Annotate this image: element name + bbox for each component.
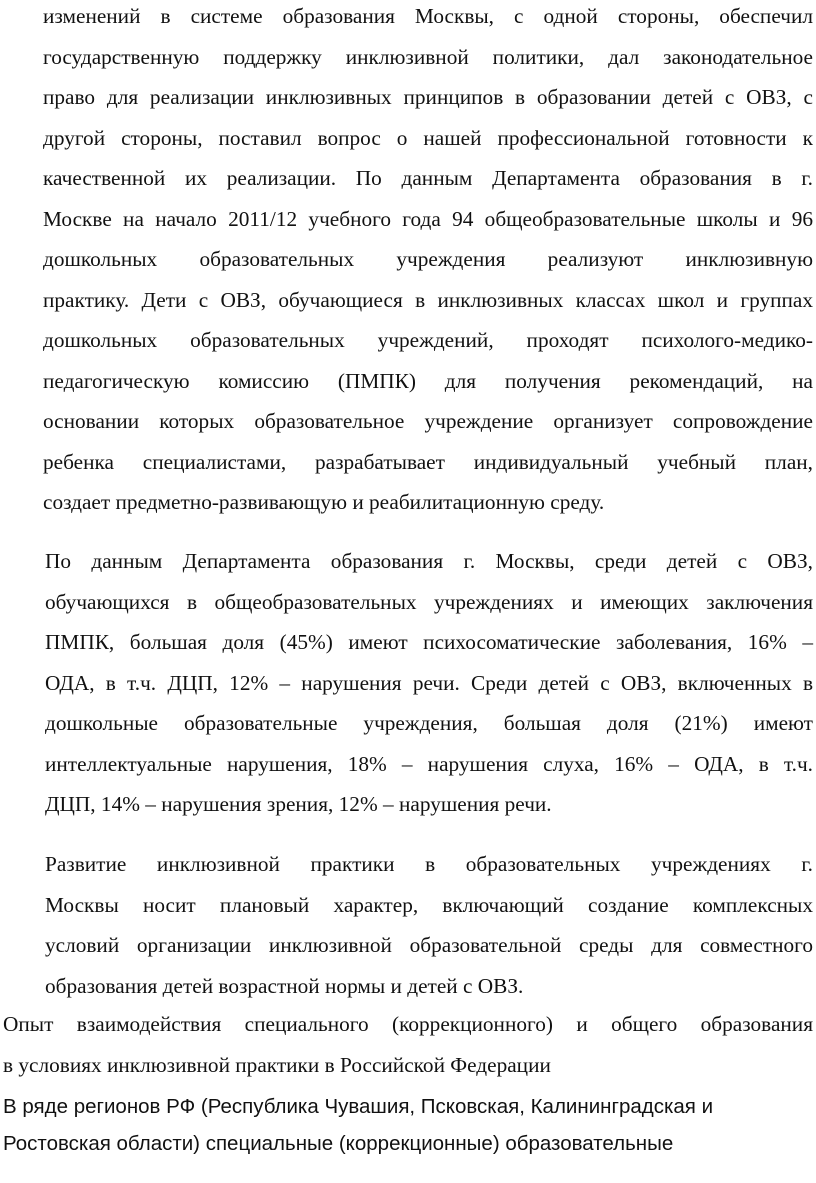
text-line: Развитие инклюзивной практики в образовательных учреждениях г. bbox=[45, 852, 813, 876]
paragraph-continuation bbox=[3, 0, 813, 523]
text-line: государственную поддержку инклюзивной политики, дал законодательное bbox=[43, 44, 813, 69]
text-line: изменений в системе образования Москвы, с одной стороны, обеспечил bbox=[43, 4, 813, 28]
text-line: Москве на начало 2011/12 учебного года 94 общеобразовательные школы и 96 bbox=[43, 206, 813, 231]
text-line: ПМПК, большая доля (45%) имеют психосоматические заболевания, 16% – bbox=[45, 630, 813, 654]
text-line: другой стороны, поставил вопрос о нашей профессиональной готовности к bbox=[43, 125, 813, 150]
text-line: дошкольных образовательных учреждения реализуют инклюзивную bbox=[43, 247, 813, 271]
text-line: Москвы носит плановый характер, включающий создание комплексных bbox=[45, 892, 813, 917]
text-line: качественной их реализации. По данным Департамента образования в г. bbox=[43, 166, 813, 190]
text-line: ДЦП, 14% – нарушения зрения, 12% – нарушения речи. bbox=[45, 792, 552, 816]
text-line: дошкольных образовательных учреждений, проходят психолого-медико- bbox=[43, 328, 813, 352]
text-line: дошкольные образовательные учреждения, большая доля (21%) имеют bbox=[45, 711, 813, 735]
text-line: интеллектуальные нарушения, 18% – нарушения слуха, 16% – ОДА, в т.ч. bbox=[45, 751, 813, 776]
text-line: обучающихся в общеобразовательных учреждениях и имеющих заключения bbox=[45, 589, 813, 614]
text-line: В ряде регионов РФ (Республика Чувашия, Псковская, Калининградская и bbox=[3, 1095, 714, 1118]
paragraph-development bbox=[3, 844, 813, 1006]
text-line: По данным Департамента образования г. Москвы, среди детей с ОВЗ, bbox=[45, 549, 813, 573]
text-line: образования детей возрастной нормы и детей с ОВЗ. bbox=[45, 973, 524, 998]
text-line: условий организации инклюзивной образовательной среды для совместного bbox=[45, 933, 813, 957]
text-line: ОДА, в т.ч. ДЦП, 12% – нарушения речи. Среди детей с ОВЗ, включенных в bbox=[45, 670, 813, 695]
paragraph-statistics bbox=[3, 541, 813, 825]
text-line: право для реализации инклюзивных принципов в образовании детей с ОВЗ, с bbox=[43, 85, 813, 109]
heading-line: Опыт взаимодействия специального (коррекционного) и общего образования bbox=[3, 1012, 813, 1036]
text-line: ребенка специалистами, разрабатывает индивидуальный учебный план, bbox=[43, 449, 813, 474]
text-line: создает предметно-развивающую и реабилитационную среду. bbox=[43, 490, 605, 514]
text-line: практику. Дети с ОВЗ, обучающиеся в инклюзивных классах школ и группах bbox=[43, 287, 813, 312]
heading-line: в условиях инклюзивной практики в Российской Федерации bbox=[3, 1052, 551, 1077]
text-line: основании которых образовательное учреждение организует сопровождение bbox=[43, 409, 813, 433]
text-line: педагогическую комиссию (ПМПК) для получения рекомендаций, на bbox=[43, 368, 813, 393]
text-line: Ростовская области) специальные (коррекционные) образовательные bbox=[3, 1132, 674, 1155]
section-heading bbox=[3, 1004, 813, 1085]
paragraph-regions bbox=[3, 1088, 793, 1162]
